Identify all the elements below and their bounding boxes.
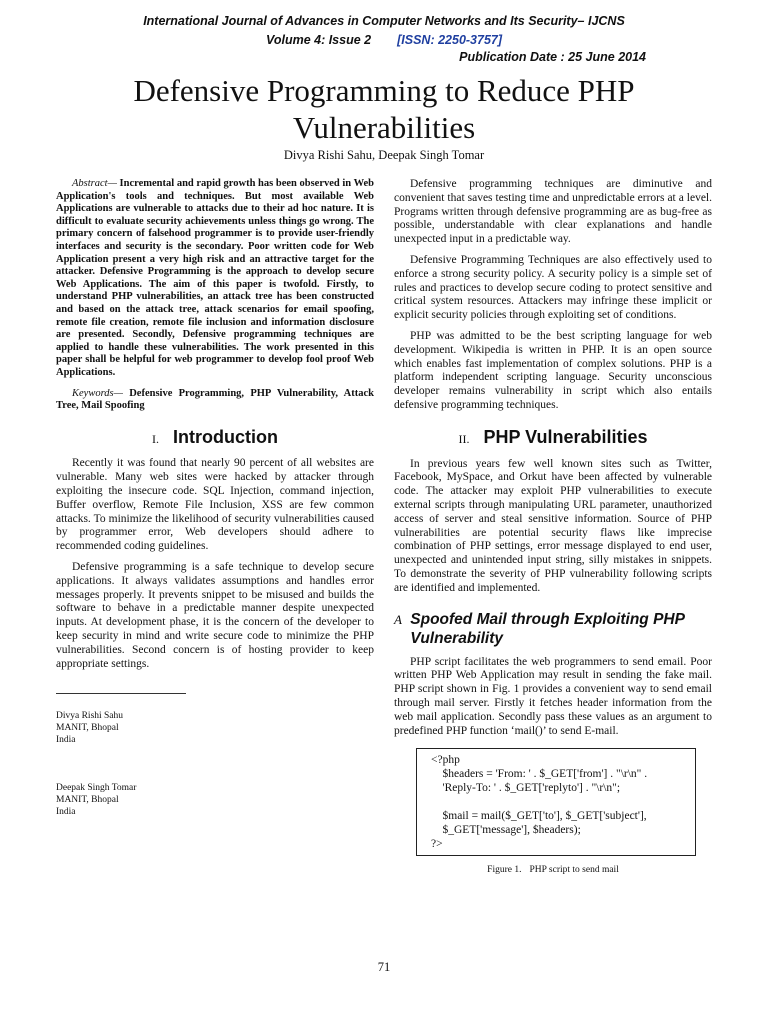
paper-title: Defensive Programming to Reduce PHP Vulnerabilities [133, 73, 635, 145]
affiliation-name: Divya Rishi Sahu [56, 711, 124, 722]
section-heading-introduction [56, 426, 374, 448]
footnote-divider [56, 693, 186, 694]
intro-paragraph-2: Defensive programming is a safe technique to develop secure applications. It always validates assumptions and handles error messages properly. It prevents snippet to be misused and builds the software to behave in a predictable manner despite unexpected inputs. At development phase, it is the concern of the developer to keep security in mind and write secure code to minimize the PHP vulnerabilities. Second concern is of hosting provider to keep appropriate settings. [56, 561, 374, 670]
page-number: 71 [377, 960, 391, 974]
section-number: I. [152, 431, 159, 446]
section-heading-php-vulnerabilities [394, 426, 712, 448]
right-paragraph-1: Defensive programming techniques are diminutive and convenient that saves testing time and unpredictable errors at a level. Programs written through defensive programming are as bug-free as possible, understandable with clear explanations and handle unexpected input in a predictable way. [394, 178, 712, 246]
right-column [394, 178, 712, 878]
author-affiliation-2 [56, 782, 374, 818]
figure-caption-text: PHP script to send mail [529, 865, 619, 876]
paper-authors: Divya Rishi Sahu, Deepak Singh Tomar [283, 148, 485, 162]
abstract-text: Incremental and rapid growth has been observed in Web Application's tools and techniques. But most available Web Applications are vulnerable to attacks due to their ad hoc nature. It is difficult to evaluate security achievements unless things go wrong. The primary concern of falsehood programmer is to provide user-friendly interfaces and security is the secondary. Poor written code for Web Application present a very high risk and an attractive target for the attacker. Defensive Programming is the approach to develop secure Web Applications. The aim of this paper is twofold. Firstly, to understand PHP vulnerabilities, an attack tree has been constructed and based on the attack tree, attack scenarios for email spoofing, remote file creation, remote file inclusion and information disclosure are presented. Secondly, Defensive programming techniques are applied to handle these vulnerabilities. The work presented in this paper shall be helpful for web programmer to develop fool proof Web Applications. [56, 178, 374, 378]
keywords [56, 388, 374, 413]
section-title: Introduction [173, 426, 278, 447]
php-vuln-paragraph: In previous years few well known sites such as Twitter, Facebook, MySpace, and Orkut have been affected by vulnerable code. The attacker may exploit PHP vulnerabilities to execute external scripts through manipulating URL parameter, unauthorized access of server and steal sensitive information. Source of PHP vulnerabilities are potential security flaws like imprecise combination of PHP settings, error message displayed to end user, unexpected and unintended input string, silly mistakes in snippets. To demonstrate the severity of PHP vulnerability following scripts are identified and implemented. [394, 457, 712, 594]
journal-name: International Journal of Advances in Computer Networks and Its Security– IJCNS [143, 14, 625, 28]
intro-paragraph-1: Recently it was found that nearly 90 percent of all websites are vulnerable. Many web sites were hacked by attacker through exploiting the insecure code. SQL Injection, command injection, Buffer overflow, Remote File Inclusion, XSS are few common attacks. To minimize the likelihood of security vulnerabilities caused by programmer error, Web developers should adhere to recommended coding guidelines. [56, 457, 374, 553]
affiliation-name: Deepak Singh Tomar [56, 783, 137, 794]
keywords-text: Defensive Programming, PHP Vulnerability, Attack Tree, Mail Spoofing [56, 387, 374, 412]
author-affiliation-1 [56, 710, 374, 746]
code-line: $_GET['message'], $headers); [431, 824, 581, 837]
publication-date: Publication Date : 25 June 2014 [459, 50, 646, 64]
abstract [56, 178, 374, 380]
code-line: ?> [431, 838, 443, 851]
left-column [56, 178, 374, 854]
journal-volume-line [0, 33, 768, 47]
subsection-letter: A [394, 611, 402, 627]
affiliation-country: India [56, 735, 76, 746]
php-code-listing [416, 748, 696, 856]
journal-issn: [ISSN: 2250-3757] [397, 33, 503, 47]
code-line: $mail = mail($_GET['to'], $_GET['subject'], [431, 810, 647, 823]
keywords-lead: Keywords— [72, 387, 123, 399]
right-paragraph-2: Defensive Programming Techniques are also effectively used to enforce a strong security policy. A security policy is a simple set of rules and practices to develop secure coding to protect sensitive and critical system resources. Attackers may infringe these implicit or explicit security policies through exploiting set of conditions. [394, 253, 712, 322]
code-line: $headers = 'From: ' . $_GET['from'] . "\r\n" . [431, 768, 648, 781]
journal-volume: Volume 4: Issue 2 [265, 33, 372, 47]
code-line: <?php [431, 754, 460, 767]
affiliation-org: MANIT, Bhopal [56, 723, 119, 734]
section-title: PHP Vulnerabilities [483, 426, 648, 447]
subsection-heading-spoofed-mail [394, 610, 712, 648]
right-paragraph-3: PHP was admitted to be the best scripting language for web development. Wikipedia is written in PHP. It is an open source which enables fast implementation of complex solutions. PHP is a platform independent scripting language. Security unconscious developer remains vulnerability in script which also entails defensive programming techniques. [394, 329, 712, 411]
figure-caption [394, 864, 712, 878]
affiliation-org: MANIT, Bhopal [56, 795, 119, 806]
code-line [431, 795, 687, 809]
affiliation-country: India [56, 807, 76, 818]
section-number: II. [458, 431, 470, 446]
figure-label: Figure 1. [487, 865, 522, 876]
subsection-title: Spoofed Mail through Exploiting PHP Vulnerability [410, 610, 685, 647]
abstract-lead: Abstract— [72, 178, 117, 189]
code-line: 'Reply-To: ' . $_GET['replyto'] . "\r\n"; [431, 782, 621, 795]
spoofed-mail-paragraph: PHP script facilitates the web programmers to send email. Poor written PHP Web Application may result in sending the fake mail. PHP script shown in Fig. 1 provides a convenient way to send email through mail server. Firstly it fetches header information from the web mail application. Secondly pass these values as an argument to predefined PHP function ‘mail()’ to send E-mail. [394, 655, 712, 737]
